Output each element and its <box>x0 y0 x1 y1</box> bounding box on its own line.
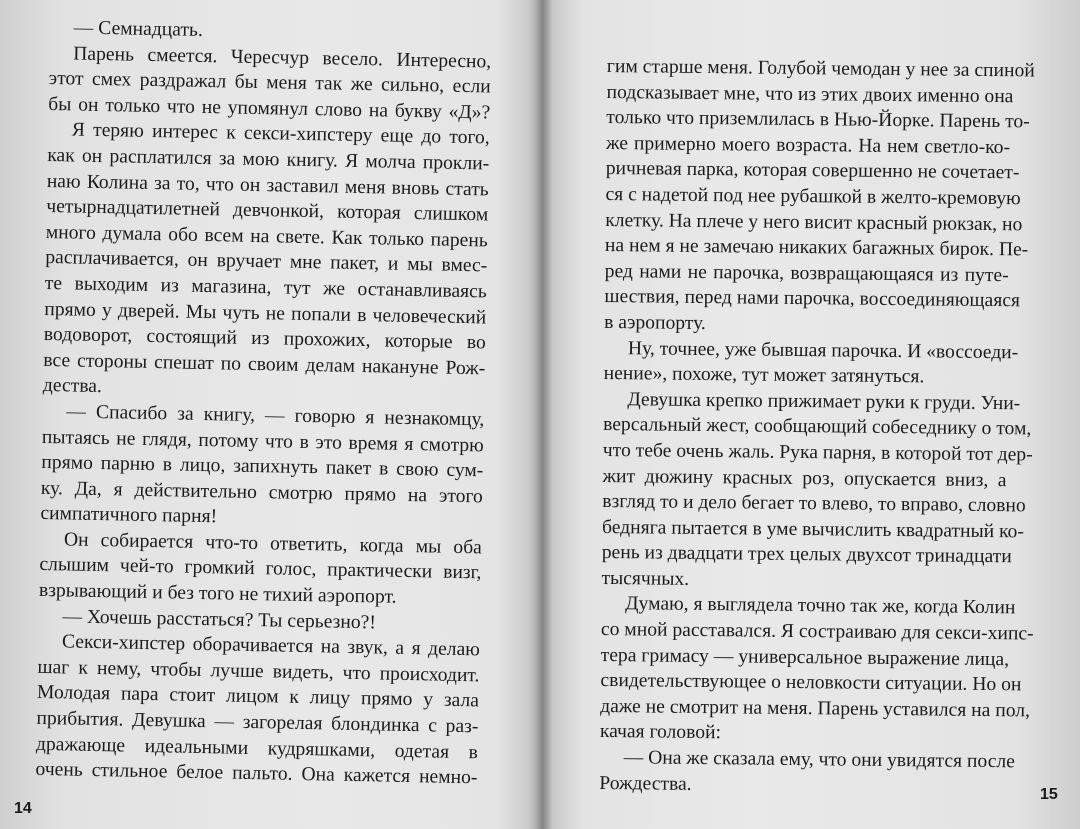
text-line: на нем я не замечаю никаких багажных бирок. Пе- <box>604 235 1029 261</box>
text-line: тысячных. <box>601 567 690 590</box>
text-line: гим старше меня. Голубой чемодан у нее за спиной <box>606 55 1035 82</box>
left-page-text <box>35 15 492 791</box>
text-line: нение», похоже, тут может затянуться. <box>603 363 925 388</box>
text-line: Рождества. <box>599 772 692 795</box>
text-line: со мной расставался. Я состраиваю для секси-хипс- <box>600 619 1034 645</box>
text-line: клетку. На плече у него висит красный рюкзак, но <box>605 209 1023 235</box>
text-line: много думала обо всем на свете. Как только парень <box>45 221 488 252</box>
text-line: шествия, перед нами парочка, воссоединяющаяся <box>604 286 1021 312</box>
text-line: те выходим из магазина, тут же останавливаясь <box>44 272 487 303</box>
text-line: Парень смеется. Чересчур весело. Интересно, <box>73 43 492 73</box>
text-line: шаг к нему, чтобы лучше видеть, что происходит. <box>37 656 480 687</box>
right-page <box>540 0 1080 829</box>
text-line: Молодая пара стоит лицом к лицу прямо у зала <box>36 682 480 712</box>
book-gutter <box>528 0 552 829</box>
text-line: рень из двадцати трех целых двухсот тринадцати <box>601 542 1012 568</box>
text-line: что тебе очень жаль. Рука парня, в которой тот дер- <box>602 439 1033 466</box>
text-line: взгляд то и дело бегает то влево, то вправо, словно <box>602 491 1026 517</box>
text-line: дества. <box>42 375 103 398</box>
text-line: четырнадцатилетней девчонкой, которая слишком <box>46 196 489 226</box>
text-line: слышим чей-то громкий голос, практически визг, <box>39 554 482 584</box>
text-line: прямо у дверей. Мы чуть не попали в человеческий <box>44 298 487 328</box>
text-line: бедняга пытается в уме вычислить квадратный ко- <box>601 516 1025 543</box>
text-line: же примерно моего возраста. На нем светло-ко- <box>605 132 1011 159</box>
text-line: расплачивается, он вручает мне пакет, и мы вмес- <box>45 247 488 277</box>
text-line: Он собирается что-то ответить, когда мы оба <box>63 529 483 559</box>
text-line: взрывающий и без того не тихий аэропорт. <box>38 579 397 608</box>
text-line: дражающе идеальными кудряшками, одетая в <box>35 733 479 763</box>
text-line: все стороны спешат по своим делам накануне Рож- <box>43 349 486 380</box>
text-line: очень стильное белое пальто. Она кажется немно- <box>35 759 478 789</box>
text-line: тера гримасу — универсальное выражение лица, <box>600 644 1010 670</box>
right-page-text <box>599 54 1035 800</box>
text-line: даже не смотрит на меня. Парень уставился на пол, <box>600 695 1031 722</box>
text-line: свидетельствующее о неловкости ситуации. Но он <box>600 670 1022 696</box>
text-line: Думаю, я выглядела точно так же, когда Колин <box>625 593 1016 619</box>
text-line: Секси-хипстер оборачивается на звук, а я делаю <box>61 631 481 661</box>
text-line: бы он только что не упомянул слово на букву «Д»? <box>48 93 491 124</box>
text-line: водоворот, состоящий из прохожих, которые во <box>43 324 486 354</box>
text-line: — Хочешь расстаться? Ты серьезно?! <box>62 606 377 634</box>
text-line: — Она же сказала ему, что они увидятся после <box>623 747 1016 773</box>
text-line: симпатичного парня! <box>40 503 218 528</box>
text-line: — Спасибо за книгу, — говорю я незнакомцу, <box>66 401 485 431</box>
text-line: ку. Да, я действительно смотрю прямо на этого <box>40 477 484 508</box>
text-line: в аэропорту. <box>604 311 707 334</box>
text-line: прибытия. Девушка — загорелая блондинка с раз- <box>36 707 479 738</box>
text-line: как он расплатился за мою книгу. Я молча прокли- <box>47 144 490 175</box>
page-number-right: 15 <box>1040 786 1058 803</box>
text-line: качая головой: <box>599 721 722 744</box>
text-line: ся с надетой под нее рубашкой в желто-кремовую <box>605 183 1021 210</box>
text-line: Я теряю интерес к секси-хипстеру еще до того, <box>71 119 490 149</box>
text-line: версальный жест, сообщающий собеседнику о том, <box>603 414 1032 440</box>
text-line: Ну, точнее, уже бывшая парочка. И «воссоеди- <box>627 337 1019 363</box>
page-number-left: 14 <box>14 800 32 817</box>
text-line: наю Колина за то, что он заставил меня вновь стать <box>46 170 489 201</box>
text-line: Девушка крепко прижимает руки к груди. Уни- <box>627 388 1021 415</box>
text-line: ричневая парка, которая совершенно не сочетает- <box>605 158 1020 184</box>
text-line: этот смех раздражал бы меня так же сильно, если <box>48 68 491 98</box>
text-line: пытаясь не глядя, потому что в это время я смотрю <box>41 426 485 456</box>
text-line: — Семнадцать. <box>73 17 204 41</box>
text-line: жит дюжину красных роз, опускается вниз, а <box>602 465 1007 491</box>
text-line: только что приземлилась в Нью-Йорке. Парень то- <box>606 107 1030 133</box>
text-line: ред нами не парочка, возвращающаяся из путе- <box>604 260 1009 286</box>
text-line: прямо парню в лицо, запихнуть пакет в свою сум- <box>41 452 484 482</box>
text-line: подсказывает мне, что из этих двоих именно она <box>606 81 1014 107</box>
